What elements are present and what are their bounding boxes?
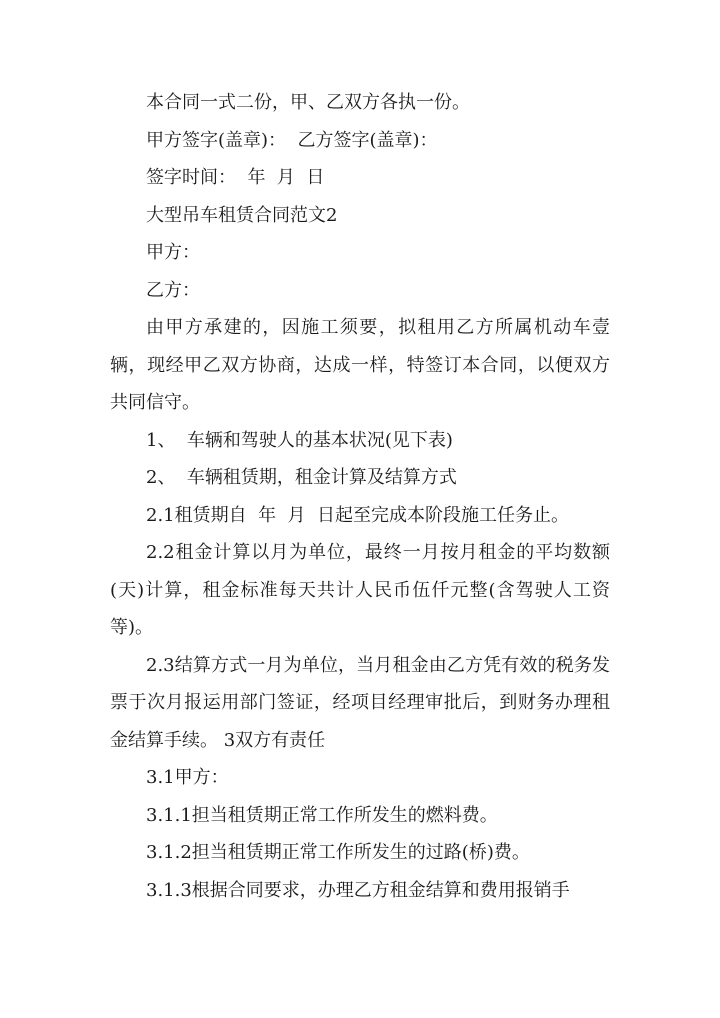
- party-b-label: 乙方：: [146, 279, 200, 301]
- document-section-title: 大型吊车租赁合同范文2: [146, 204, 338, 226]
- clause-3-1-2: 3.1.2担当租赁期正常工作所发生的过路(桥)费。: [146, 842, 530, 863]
- document-body: [110, 84, 610, 909]
- clause-2-2: 2.2租金计算以月为单位，最终一月按月租金的平均数额(天)计算，租金标准每天共计人民币伍仟元整(含驾驶人工资等)。: [110, 542, 610, 638]
- clause-3-1: 3.1甲方：: [146, 767, 229, 788]
- clause-3-1-1: 3.1.1担当租赁期正常工作所发生的燃料费。: [146, 804, 498, 826]
- paragraph-signatures: 甲方签字(盖章)： 乙方签字(盖章)：: [146, 129, 438, 151]
- party-a-label: 甲方：: [146, 242, 200, 263]
- paragraph-sign-date: 签字时间： 年 月 日: [146, 167, 325, 188]
- clause-1: 1、 车辆和驾驶人的基本状况(见下表): [146, 429, 453, 451]
- clause-3-1-3: 3.1.3根据合同要求，办理乙方租金结算和费用报销手: [146, 879, 570, 901]
- clause-2-3: 2.3结算方式一月为单位，当月租金由乙方凭有效的税务发票于次月报运用部门签证，经项目经理审批后，到财务办理租金结算手续。 3双方有责任: [110, 654, 610, 751]
- paragraph-intro: 由甲方承建的，因施工须要，拟租用乙方所属机动车壹辆，现经甲乙双方协商，达成一样，特签订本合同，以便双方共同信守。: [110, 317, 610, 413]
- clause-2: 2、 车辆租赁期，租金计算及结算方式: [146, 467, 457, 488]
- clause-2-1: 2.1租赁期自 年 月 日起至完成本阶段施工任务止。: [146, 504, 569, 526]
- paragraph-copies: 本合同一式二份，甲、乙双方各执一份。: [146, 92, 470, 113]
